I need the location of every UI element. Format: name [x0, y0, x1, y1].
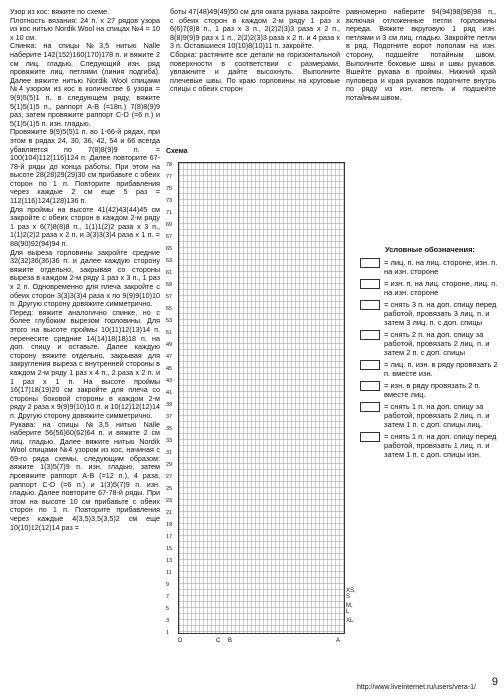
legend-text: = изн. п. на лиц. стороне, лиц. п. на изн. стороне [384, 279, 498, 297]
row-number: 65 [166, 246, 173, 252]
bottom-label: B [228, 638, 233, 644]
row-number: 11 [166, 570, 172, 576]
legend-item [360, 402, 500, 429]
legend-text: = лиц. п. на лиц. стороне, изн. п. на изн. стороне [384, 258, 498, 276]
row-number: 57 [166, 294, 173, 300]
row-number: 45 [166, 366, 173, 372]
instructions-column-1 [10, 8, 160, 532]
twist-front-symbol-icon [360, 432, 380, 442]
row-number: 37 [166, 414, 173, 420]
decrease-purl-symbol-icon [360, 381, 380, 391]
row-number: 77 [166, 174, 173, 180]
legend-text: = снять 3 п. на доп. спицу перед работой, провязать 3 лиц. п. и затем 3 лиц. п. с доп. спицы [384, 300, 497, 327]
cable-front-symbol-icon [360, 300, 380, 310]
bottom-label: A [336, 638, 341, 644]
legend-text: = снять 2 п. на доп. спицу за работой, провязать 2 лиц. п. и затем 2 п. с доп. спицы [384, 330, 490, 357]
row-number: 17 [166, 534, 173, 540]
legend-item [360, 258, 500, 276]
row-number: 41 [166, 390, 173, 396]
row-number: 63 [166, 258, 173, 264]
paragraph: Плотность вязания: 24 п. х 27 рядов узора из кос нитью Nordik Wool на спицах №4 = 10 х 10 см. [10, 15, 160, 42]
paragraph: Сборка: растяните все детали на горизонтальной поверхности в соответствии с размерами, увлажните и дайте высохнуть. Выполните плечевые швы. По краю горловины на круговые спицы с обеих сторон [170, 49, 340, 94]
row-number: 78 [166, 162, 173, 168]
paragraph: Провяжите 9(9)5(5)1 п. во 1-66-й рядах, при этом в рядах 24, 30, 36, 42, 54 и 66 всегда убавляется по 7(8)8(9)9 п. = 100(104)112(116)124 п. Далее повторите 67-78-й ряды до конца работы. При этом на высоте 28(28)29(29)30 см прибавьте с обеих сторон по 1 п. Повторите прибавления через каждые 2 см еще 5 раз = 112(116)124(128)136 п. [10, 127, 160, 206]
cable-back-symbol-icon [360, 330, 380, 340]
row-number: 31 [166, 450, 173, 456]
row-number: 13 [166, 558, 173, 564]
paragraph: Для выреза горловины закройте средние 32(32)36(36)36 п. и далее каждую сторону вяжите отдельно, закрывая со стороны выреза в каждом 2-м ряду 1 раз х 3 п., 1 раз х 2 п. Одновременно для плеча закройте с обеих сторон 3(3)3(3)4 раза х по 9(9)9(10)10 п. Другую сторону довяжите симметрично. [10, 247, 160, 309]
legend-text: = лиц. п. изн. в ряду провязать 2 п. вместе изн. [384, 360, 498, 378]
row-number: 15 [166, 546, 173, 552]
footer-url: http://www.liveinternet.ru/users/vera-1/ [356, 684, 476, 691]
row-number: 53 [166, 318, 173, 324]
chart-title: Схема [166, 148, 188, 155]
size-mark: XS, S [346, 588, 356, 600]
chart-grid [178, 162, 345, 634]
row-number: 75 [166, 186, 173, 192]
row-number: 59 [166, 282, 173, 288]
bottom-label: D [178, 638, 183, 644]
row-number: 69 [166, 222, 173, 228]
paragraph: Узор из кос: вяжите по схеме. [10, 7, 110, 16]
row-number: 47 [166, 354, 173, 360]
instructions-column-3 [346, 8, 496, 103]
row-number: 55 [166, 306, 173, 312]
legend-item [360, 432, 500, 459]
legend-item [360, 360, 500, 378]
row-number: 25 [166, 486, 173, 492]
legend-item [360, 330, 500, 357]
row-number: 9 [166, 582, 170, 588]
row-number: 43 [166, 378, 173, 384]
page-number: 9 [491, 676, 498, 688]
decrease-symbol-icon [360, 360, 380, 370]
row-number: 35 [166, 426, 173, 432]
row-number: 67 [166, 234, 173, 240]
paragraph: Для проймы на высоте 41(42)43(44)45 см закройте с обеих сторон в каждом 2-м ряду 1 раз х 6(7)8(8)8 п., 1(1)1(2)2 раза х 3 п., 1(1)2(2)2 раза х 2 п. и 3(3)3(3)4 раза х 1 п. = 88(90)92(94)94 п. [10, 204, 160, 249]
legend-text: = снять 1 п. на доп. спицу за работой, провязать 2 лиц. п. и затем 1 п. с доп. спицы лиц. [384, 402, 490, 429]
row-number: 19 [166, 522, 173, 528]
row-number: 61 [166, 270, 173, 276]
legend-item [360, 279, 500, 297]
row-number: 49 [166, 342, 173, 348]
twist-back-symbol-icon [360, 402, 380, 412]
row-number: 27 [166, 474, 173, 480]
legend-item [360, 381, 500, 399]
legend-text: = изн. в ряду провязать 2 п. вместе лиц. [384, 381, 481, 399]
paragraph: Спинка: на спицы №3,5 нитью Nalle наберите 142(152)160(170)178 п. и вяжите 2 см лиц. гладью. Следующий изн. ряд провяжите лиц. петлями (линия подгиба). Далее вяжите нитью Nordik Wool спицами №4 узором из кос в количестве 6 узора = 9(9)5(5)1 п. в следующем ряду, вяжите 5(1)5(1)5 п., раппорт А-В (=18п.) 7(8)8(9)9 раз, затем провяжите раппорт С-D (=6 п.) и 5(1)5(1)5 п. изн. гладью. [10, 41, 160, 128]
instructions-column-2 [170, 8, 340, 94]
paragraph: равномерно наберите 94(94)98(98)98 п., включая отложенные петли горловины переда. Вяжите вкруговую 1 ряд изн. петлями и 3 см лиц. гладью. Закройте петли в ряд. Подогните ворот пополам на изн. сторону, подшейте потайным швом. Выполните боковые швы и швы рукавов. Вшейте рукава в проймы. Нижний край пуловера и края рукавов подогните внутрь по ряду из изн. петель и подшейте потайным швом. [346, 7, 496, 102]
legend-text: = снять 1 п. на доп. спицу перед работой, провязать 1 лиц. п. и затем 1 п. с доп. спицы изн. [384, 432, 497, 459]
paragraph: боты 47(48)49(49)50 см для оката рукава закройте с обеих сторон в каждом 2-м ряду 1 раз х 6(6)7(8)8 п., 1 раз х 3 п., 2(2)2(3)3 раза х 2 п., 8(8)9(9)9 раз х 1 п., 2(2)2(3)3 раза х 2 п. и 4 раза х 3 п. Оставшиеся 10(10)8(10)11 п. закройте. [170, 7, 340, 51]
bottom-label: C [216, 638, 221, 644]
row-number: 5 [166, 606, 170, 612]
row-number: 39 [166, 402, 173, 408]
legend-title: Условные обозначения: [385, 245, 475, 254]
purl-symbol-icon [360, 279, 380, 289]
legend-item [360, 300, 500, 327]
knit-symbol-icon [360, 258, 380, 268]
row-number: 7 [166, 594, 170, 600]
paragraph: Перед: вяжите аналогично спинке, но с более глубоким вырезом горловины. Для этого на высоте проймы 10(11)12(13)14 п. перенесите средние 14(14)18(18)18 п. на доп. спицу и оставьте. Далее каждую сторону вяжите отдельно, закрывая для закругления выреза с внутренней стороны в каждом 2-м ряду 1 раз х 4 п., 2 раза х 2 п. и 1 раз х 1 п. На высоте проймы 16(17)18(19)20 см закройте для плеча со стороны боковой стороны в каждом 2-м ряду 2 раза х 9(9)9(10)10 п. и 10(12)12(12)14 п. Другую сторону довяжите симметрично. [10, 307, 160, 420]
row-number: 71 [166, 210, 173, 216]
row-number: 33 [166, 438, 173, 444]
row-number: 1 [166, 630, 170, 636]
row-number: 3 [166, 618, 170, 624]
size-mark: M, L [346, 603, 353, 615]
row-number: 51 [166, 330, 173, 336]
size-mark: XL [346, 618, 354, 624]
paragraph: Рукава: на спицы №3,5 нитью Nalle наберите 56(56)60(62)64 п. и вяжите 2 см лиц. гладью. Далее вяжите нитью Nordik Wool спицами №4 узором из кос, начиная с 69-го ряда схемы, следующим образом: вяжите 1(3)5(7)9 п. изн. гладью, затем провяжите раппорт А-В (=12 п.), 4 раза, раппорт С-D (=6 п.) и 1(3)5(7)9 п. изн. гладью. Далее повторите 67-78-й ряды. При этом на высоте 10 см прибавьте с обеих сторон по 1 п. Повторите прибавления через каждые 4(3,5)3,5(3,5)2 см еще 10(10)12(12)14 раз = [10, 419, 160, 532]
row-number: 29 [166, 462, 173, 468]
row-number: 21 [166, 510, 173, 516]
row-number: 23 [166, 498, 173, 504]
row-number: 73 [166, 198, 173, 204]
knitting-chart [166, 148, 356, 668]
legend [360, 245, 500, 462]
